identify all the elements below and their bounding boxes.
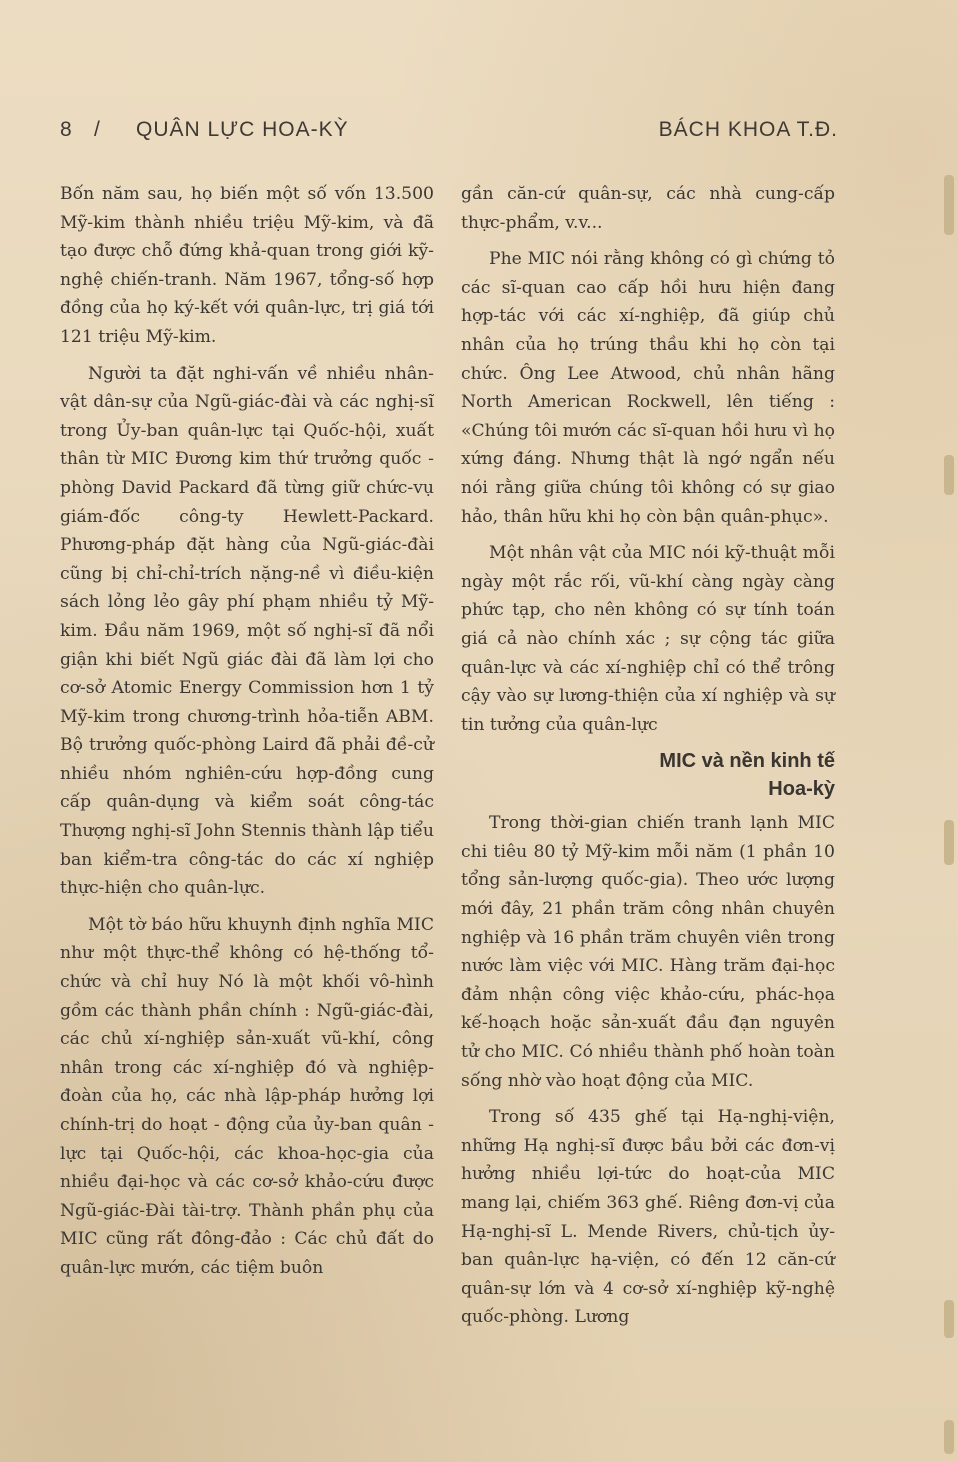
paper-edge-mark bbox=[944, 455, 954, 495]
section-heading-line: Hoa-kỳ bbox=[768, 778, 835, 801]
paragraph: Một nhân vật của MIC nói kỹ-thuật mỗi ngày một rắc rối, vũ-khí càng ngày càng phức tạp, cho nên không có sự tính toán giá cả nào chính xác ; sự cộng tác giữa quân-lực và các xí-nghiệp chỉ có thể trông cậy vào sự lương-thiện của xí nghiệp và sự tin tưởng của quân-lực bbox=[461, 543, 835, 735]
header-separator: / bbox=[94, 118, 101, 141]
journal-name: BÁCH KHOA T.Đ. bbox=[658, 118, 838, 141]
section-heading-line: MIC và nền kinh tế bbox=[659, 750, 835, 773]
paragraph: Người ta đặt nghi-vấn về nhiều nhân-vật dân-sự của Ngũ-giác-đài và các nghị-sĩ trong Ủy-ban quân-lực tại Quốc-hội, xuất thân từ MIC Đương kim thứ trưởng quốc - phòng David Packard đã từng giữ chức-vụ giám-đốc công-ty Hewlett-Packard. Phương-pháp đặt hàng của Ngũ-giác-đài cũng bị chỉ-chỉ-trích nặng-nề vì điều-kiện sách lỏng lẻo gây phí phạm nhiều tỷ Mỹ-kim. Đầu năm 1969, một số nghị-sĩ đã nổi giận khi biết Ngũ giác đài đã làm lợi cho cơ-sở Atomic Energy Commission hơn 1 tỷ Mỹ-kim trong chương-trình hỏa-tiễn ABM. Bộ trưởng quốc-phòng Laird đã phải đề-cử nhiều nhóm nghiên-cứu hợp-đồng cung cấp quân-dụng và kiểm soát công-tác Thượng nghị-sĩ John Stennis thành lập tiểu ban kiểm-tra công-tác do các xí nghiệp thực-hiện cho quân-lực. bbox=[60, 363, 434, 899]
page-number: 8 bbox=[60, 118, 73, 141]
paragraph: Phe MIC nói rằng không có gì chứng tỏ các sĩ-quan cao cấp hồi hưu hiện đang hợp-tác với các xí-nghiệp, đã giúp chủ nhân của họ trúng thầu khi họ còn tại chức. Ông Lee Atwood, chủ nhân hãng North American Rockwell, lên tiếng : «Chúng tôi mướn các sĩ-quan hồi hưu vì họ xứng đáng. Nhưng thật là ngớ ngẩn nếu nói rằng giữa chúng tôi không có sự giao hảo, thân hữu khi họ còn bận quân-phục». bbox=[461, 249, 835, 527]
paragraph: Bốn năm sau, họ biến một số vốn 13.500 Mỹ-kim thành nhiều triệu Mỹ-kim, và đã tạo được chỗ đứng khả-quan trong giới kỹ-nghệ chiến-tranh. Năm 1967, tổng-số hợp đồng của họ ký-kết với quân-lực, trị giá tới 121 triệu Mỹ-kim. bbox=[60, 184, 434, 347]
paragraph: Trong thời-gian chiến tranh lạnh MIC chi tiêu 80 tỷ Mỹ-kim mỗi năm (1 phần 10 tổng sản-lượng quốc-gia). Theo ước lượng mới đây, 21 phần trăm công nhân chuyên nghiệp và 16 phần trăm chuyên viên trong nước làm việc với MIC. Hàng trăm đại-học đảm nhận công việc khảo-cứu, phác-họa kế-hoạch hoặc sản-xuất đầu đạn nguyên tử cho MIC. Có nhiều thành phố hoàn toàn sống nhờ vào hoạt động của MIC. bbox=[461, 813, 835, 1091]
section-heading bbox=[461, 747, 835, 803]
running-header bbox=[60, 118, 838, 152]
paragraph: Trong số 435 ghế tại Hạ-nghị-viện, những Hạ nghị-sĩ được bầu bởi các đơn-vị hưởng nhiều lợi-tức do hoạt-của MIC mang lại, chiếm 363 ghế. Riêng đơn-vị của Hạ-nghị-sĩ L. Mende Rivers, chủ-tịch ủy-ban quân-lực hạ-viện, có đến 12 căn-cứ quân-sự lớn và 4 cơ-sở xí-nghiệp kỹ-nghệ quốc-phòng. Lương bbox=[461, 1107, 835, 1328]
paper-edge-mark bbox=[944, 1420, 954, 1454]
paper-edge-mark bbox=[944, 820, 954, 865]
left-column bbox=[60, 180, 434, 1283]
paper-edge-mark bbox=[944, 1300, 954, 1338]
right-column bbox=[461, 180, 835, 1332]
paragraph: Một tờ báo hữu khuynh định nghĩa MIC như một thực-thể không có hệ-thống tổ-chức và chỉ huy Nó là một khối vô-hình gồm các thành phần chính : Ngũ-giác-đài, các chủ xí-nghiệp sản-xuất vũ-khí, công nhân trong các xí-nghiệp đó và nghiệp-đoàn của họ, các nhà lập-pháp hưởng lợi chính-trị do hoạt - động của ủy-ban quân - lực tại Quốc-hội, các khoa-học-gia của nhiều đại-học và các cơ-sở khảo-cứu được Ngũ-giác-Đài tài-trợ. Thành phần phụ của MIC cũng rất đông-đảo : Các chủ đất do quân-lực mướn, các tiệm buôn bbox=[60, 914, 434, 1278]
section-title: QUÂN LỰC HOA-KỲ bbox=[136, 118, 349, 141]
paragraph-continuation: gần căn-cứ quân-sự, các nhà cung-cấp thực-phẩm, v.v... bbox=[461, 184, 835, 233]
paper-edge-mark bbox=[944, 175, 954, 235]
